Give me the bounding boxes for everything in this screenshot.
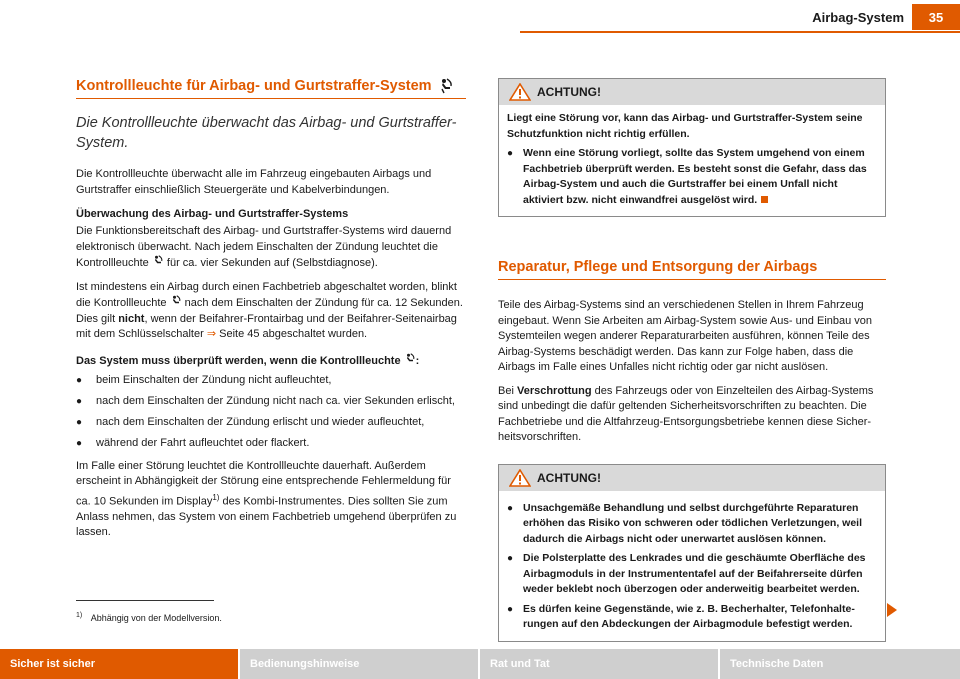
airbag-icon [438, 78, 454, 94]
footnote-divider [76, 600, 214, 601]
warning-body [499, 491, 885, 641]
paragraph-3: Ist mindestens ein Airbag durch einen Fachbetrieb abgeschaltet worden, blinkt die Kontrollleuchte nach dem Einschalten der Zündung für ca. 12 Sekunden. Dies gilt nicht, wenn der Beifahrer-Frontairbag und der Beifahrer-Seitenairbag mit dem Schlüsselschalter ⇒ Seite 45 abgeschaltet wurden. [76, 280, 463, 340]
left-column [76, 78, 466, 549]
warning-body [499, 105, 885, 216]
bullet-icon: ● [507, 603, 514, 615]
airbag-icon [404, 353, 416, 365]
header-title: Airbag-System [812, 10, 904, 25]
cross-reference-link[interactable]: Seite 45 abgeschaltet wurden. [219, 328, 368, 340]
header-rule [520, 31, 960, 33]
warning-title: ACHTUNG! [537, 470, 601, 485]
warning-header [499, 79, 885, 105]
lead-text: Die Kontrollleuchte überwacht das Airbag- und Gurtstraffer-System. [76, 115, 457, 151]
warning-item: ● Wenn eine Störung vorliegt, sollte das System umgehend von einem Fachbetrieb überprüft werden. Es besteht sonst die Gefahr, dass das Airbag-System und auch die Gurtstraffer bei einem Unfall nicht aktiviert bzw. nicht einwandfrei ausgelöst wird. [507, 146, 877, 208]
footnote: $^{1)}$ Abhängig von der Modellversion. [76, 612, 222, 623]
warning-triangle-icon [509, 469, 531, 487]
warning-item: ● Unsachgemäße Behandlung und selbst durchgeführte Reparaturen erhöhen das Risiko von schweren oder tödlichen Verletzungen, weil dadurch die Airbags nicht oder unerwartet auslösen können. [507, 501, 877, 548]
list-item: ● beim Einschalten der Zündung nicht aufleuchtet, [76, 373, 332, 386]
warning-box-2 [498, 464, 886, 642]
airbag-icon [170, 295, 182, 307]
footnote-reference: 1) [212, 492, 220, 502]
warning-intro: Liegt eine Störung vor, kann das Airbag- und Gurtstraffer-System seine Schutzfunktion nicht richtig erfüllen. [507, 112, 863, 140]
bullet-icon: ● [507, 148, 514, 159]
bullet-icon: ● [507, 553, 514, 564]
bullet-icon: ● [507, 502, 514, 514]
paragraph-6: Bei Verschrottung des Fahrzeugs oder von Einzelteilen des Airbag-Systems sind unbedingt die dafür geltenden Sicherheitsvorschriften zu beachten. Die Fachbetriebe und die Altfahrzeug-Entsorgungsbetriebe kennen diese Sicher-heitsvorschriften. [498, 384, 874, 443]
warning-item: ● Die Polsterplatte des Lenkrades und die geschäumte Oberfläche des Airbagmoduls in der Instrumententafel auf der Beifahrerseite dürfen weder beklebt noch überzogen oder anderweitig bearbeitet werden. [507, 551, 877, 598]
footer-tab-technik[interactable]: Technische Daten [720, 649, 960, 679]
footer-tab-bedienung[interactable]: Bedienungshinweise [240, 649, 480, 679]
warning-triangle-icon [509, 83, 531, 101]
paragraph-1: Die Kontrollleuchte überwacht alle im Fahrzeug eingebauten Airbags und Gurtstraffer einschließlich Steuergeräte und Kabelverbindungen. [76, 168, 432, 196]
subheading-pruefung: Das System muss überprüft werden, wenn die Kontrollleuchte : [76, 354, 420, 367]
next-page-arrow-icon[interactable] [887, 603, 897, 617]
bullet-icon: ● [76, 374, 83, 386]
list-item: ● nach dem Einschalten der Zündung nicht nach ca. vier Sekunden erlischt, [76, 394, 455, 407]
warning-item: ● Es dürfen keine Gegenstände, wie z. B. Becherhalter, Telefonhalte-rungen auf den Abdeckungen der Airbagmodule befestigt werden. [507, 602, 877, 633]
footer-tab-sicher[interactable]: Sicher ist sicher [0, 649, 240, 679]
paragraph-4: Im Falle einer Störung leuchtet die Kontrollleuchte dauerhaft. Außerdem erscheint in Abhängigkeit der Störung eine entsprechende Fehlermeldung für ca. 10 Sekunden im Display$^{1)}$ des Kombi-Instrumentes. Dies sollten Sie zum Anlass nehmen, das System von einem Fachbetrieb umgehend überprüfen zu lassen. [76, 459, 457, 539]
section-heading-kontrollleuchte: Kontrollleuchte für Airbag- und Gurtstraffer-System [76, 78, 466, 99]
list-item: ● nach dem Einschalten der Zündung erlischt und wieder aufleuchtet, [76, 415, 425, 428]
warning-box-1 [498, 78, 886, 217]
warning-title: ACHTUNG! [537, 85, 601, 99]
cross-reference-arrow[interactable]: ⇒ [206, 328, 217, 340]
paragraph-5: Teile des Airbag-Systems sind an verschiedenen Stellen in Ihrem Fahrzeug eingebaut. Wenn Sie Arbeiten am Airbag-System sowie Aus- und Einbau von Systemteilen wegen anderer Reparaturarbeiten ausführen, können Teile des Airbag-Systems beschädigt werden. Das kann zur Folge haben, dass die Airbags im Falle eines Unfalles nicht richtig oder gar nicht auslösen. [498, 299, 873, 373]
bullet-icon: ● [76, 437, 83, 449]
page-number: 35 [912, 4, 960, 30]
right-column [498, 78, 886, 642]
end-square-icon [761, 196, 768, 203]
footer-tab-rat[interactable]: Rat und Tat [480, 649, 720, 679]
section-heading-reparatur: Reparatur, Pflege und Entsorgung der Airbags [498, 259, 886, 280]
footer-nav [0, 649, 960, 679]
paragraph-2: Die Funktionsbereitschaft des Airbag- und Gurtstraffer-Systems wird dauernd elektronisch überwacht. Nach jedem Einschalten der Zündung leuchtet die Kontrollleuchte für ca. vier Sekunden auf (Selbstdiagnose). [76, 225, 452, 269]
airbag-icon [152, 255, 164, 267]
warning-header [499, 465, 885, 491]
check-list [76, 373, 466, 451]
subheading-ueberwachung: Überwachung des Airbag- und Gurtstraffer-Systems [76, 208, 349, 220]
bullet-icon: ● [76, 395, 83, 407]
bullet-icon: ● [76, 416, 83, 428]
list-item: ● während der Fahrt aufleuchtet oder flackert. [76, 436, 310, 449]
